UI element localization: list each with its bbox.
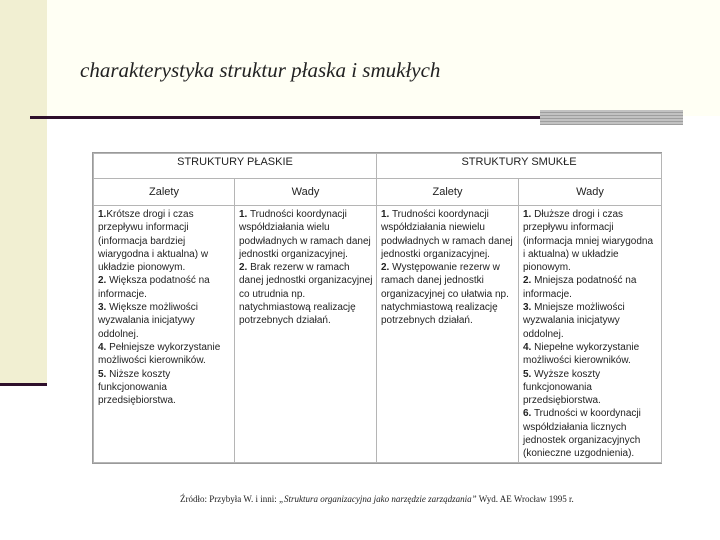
list-item: 4. Niepełne wykorzystanie możliwości kierowników.: [523, 341, 640, 367]
flat-disadvantages-cell: [235, 206, 377, 463]
list-item: 5. Wyższe koszty funkcjonowania przedsiębiorstwa.: [523, 368, 601, 407]
list-item: 4. Pełniejsze wykorzystanie możliwości kierowników.: [98, 341, 221, 367]
flat-structures-header: STRUKTURY PŁASKIE: [94, 154, 377, 179]
list-item: 2. Większa podatność na informacje.: [98, 275, 210, 300]
list-item: 2. Mniejsza podatność na informacje.: [523, 275, 637, 300]
tall-advantages-header: Zalety: [377, 179, 519, 206]
side-decor-band: [0, 0, 47, 383]
source-citation: Źródło: Przybyła W. i inni: „Struktura organizacyjna jako narzędzie zarządzania” Wyd. AE Wrocław 1995 r.: [180, 494, 574, 504]
group-header-row: [94, 154, 662, 179]
title-underline: [30, 116, 540, 119]
content-row: [94, 206, 662, 463]
comparison-table: [92, 152, 662, 464]
slide-title: charakterystyka struktur płaska i smukłych: [80, 58, 441, 82]
flat-disadvantages-header: Wady: [235, 179, 377, 206]
title-accent-bar: [540, 110, 683, 125]
tall-structures-header: STRUKTURY SMUKŁE: [377, 154, 662, 179]
list-item: 3. Większe możliwości wyzwalania inicjatywy oddolnej.: [98, 302, 199, 340]
flat-advantages-header: Zalety: [94, 179, 235, 206]
list-item: 3. Mniejsze możliwości wyzwalania inicjatywy oddolnej.: [523, 302, 625, 340]
list-item: 1.Krótsze drogi i czas przepływu informacji (informacja bardziej wiarygodna i aktualna) w układzie pionowym.: [98, 209, 209, 274]
list-item: 1. Dłuższe drogi i czas przepływu informacji (informacja mniej wiarygodna i aktualna) w układzie pionowym.: [523, 209, 654, 274]
side-decor-rule: [0, 383, 47, 386]
list-item: 5. Niższe koszty funkcjonowania przedsiębiorstwa.: [98, 368, 176, 407]
list-item: 2. Brak rezerw w ramach danej jednostki organizacyjnej co utrudnia np. natychmiastową realizację potrzebnych działań.: [239, 262, 373, 327]
list-item: 1. Trudności koordynacji współdziałania wielu podwładnych w ramach danej jednostki organizacyjnej.: [239, 209, 371, 260]
tall-advantages-cell: [377, 206, 519, 463]
tall-disadvantages-cell: [519, 206, 662, 463]
sub-header-row: [94, 179, 662, 206]
list-item: 2. Występowanie rezerw w ramach danej jednostki organizacyjnej co ułatwia np. natychmiastową realizację potrzebnych działań.: [381, 262, 509, 327]
list-item: 1. Trudności koordynacji współdziałania niewielu podwładnych w ramach danej jednostki organizacyjnej.: [381, 209, 513, 260]
tall-disadvantages-header: Wady: [519, 179, 662, 206]
comparison-grid: [93, 153, 662, 463]
list-item: 6. Trudności w koordynacji współdziałania licznych jednostek organizacyjnych (konieczne uzgodnienia).: [523, 408, 641, 460]
flat-advantages-cell: [94, 206, 235, 463]
